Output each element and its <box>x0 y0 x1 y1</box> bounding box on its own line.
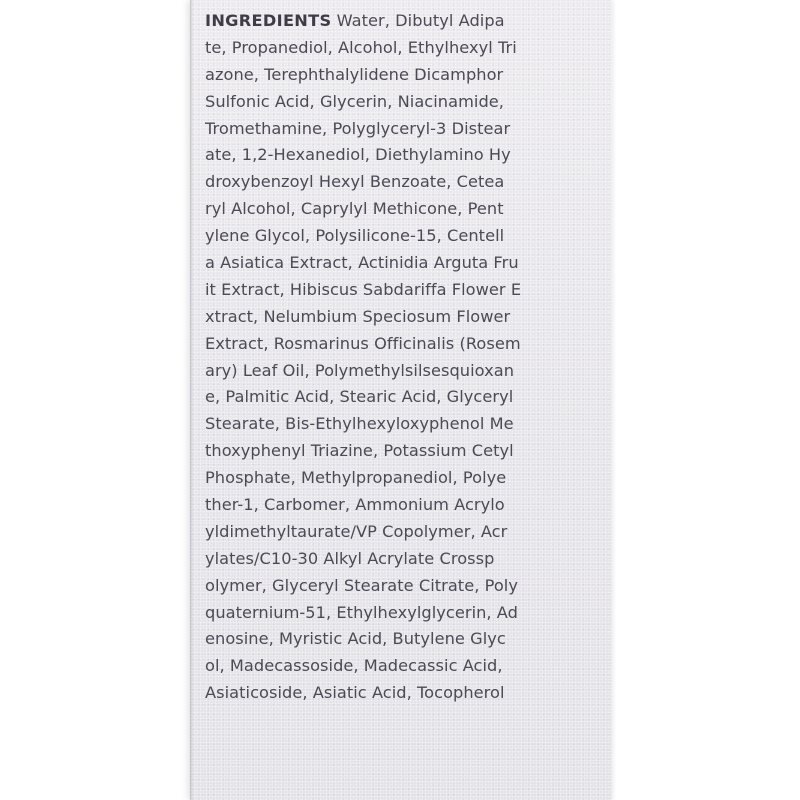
ingredients-line: Stearate, Bis-Ethylhexyloxyphenol Me <box>205 414 514 434</box>
ingredients-line: a Asiatica Extract, Actinidia Arguta Fru <box>205 253 519 273</box>
ingredients-line: enosine, Myristic Acid, Butylene Glyc <box>205 629 506 649</box>
ingredients-line: thoxyphenyl Triazine, Potassium Cetyl <box>205 441 514 461</box>
ingredients-line: ary) Leaf Oil, Polymethylsilsesquioxan <box>205 360 515 380</box>
ingredients-line: ther-1, Carbomer, Ammonium Acrylo <box>205 495 505 515</box>
ingredients-line: ate, 1,2-Hexanediol, Diethylamino Hy <box>205 145 511 165</box>
ingredients-heading: INGREDIENTS <box>205 11 332 30</box>
ingredients-line: it Extract, Hibiscus Sabdariffa Flower E <box>205 279 522 299</box>
ingredients-line: Asiaticoside, Asiatic Acid, Tocopherol <box>205 683 505 703</box>
ingredients-line: xtract, Nelumbium Speciosum Flower <box>205 306 511 326</box>
ingredients-line: Tromethamine, Polyglyceryl-3 Distear <box>205 118 511 138</box>
ingredients-line: e, Palmitic Acid, Stearic Acid, Glyceryl <box>205 387 514 407</box>
ingredients-line <box>205 8 605 35</box>
ingredients-line: ol, Madecassoside, Madecassic Acid, <box>205 656 503 676</box>
ingredients-line: quaternium-51, Ethylhexylglycerin, Ad <box>205 602 518 622</box>
ingredients-line: Sulfonic Acid, Glycerin, Niacinamide, <box>205 91 504 111</box>
ingredients-line: yldimethyltaurate/VP Copolymer, Acr <box>205 521 508 541</box>
ingredients-line: Phosphate, Methylpropanediol, Polye <box>205 468 507 488</box>
ingredients-line: ryl Alcohol, Caprylyl Methicone, Pent <box>205 199 504 219</box>
ingredients-line: ylene Glycol, Polysilicone-15, Centell <box>205 226 505 246</box>
ingredients-text-block <box>205 8 605 707</box>
ingredients-line-text: Water, Dibutyl Adipa <box>331 11 505 30</box>
ingredients-line: droxybenzoyl Hexyl Benzoate, Cetea <box>205 172 505 192</box>
ingredients-line: ylates/C10-30 Alkyl Acrylate Crossp <box>205 548 495 568</box>
ingredients-line: Extract, Rosmarinus Officinalis (Rosem <box>205 333 521 353</box>
ingredients-line: te, Propanediol, Alcohol, Ethylhexyl Tri <box>205 37 517 57</box>
ingredients-line: olymer, Glyceryl Stearate Citrate, Poly <box>205 575 518 595</box>
ingredients-line: azone, Terephthalylidene Dicamphor <box>205 64 504 84</box>
